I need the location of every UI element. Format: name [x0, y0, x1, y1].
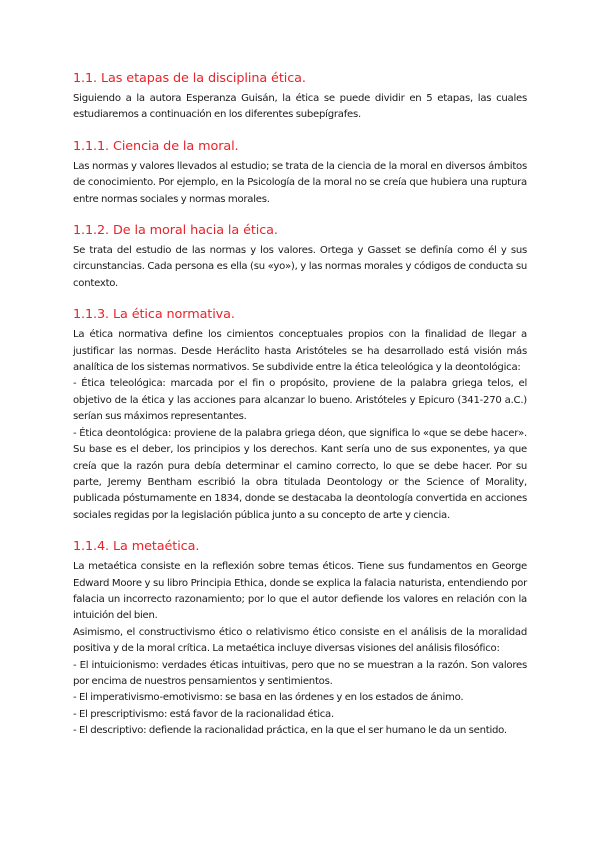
list-item-teleologica: - Ética teleológica: marcada por el fin o propósito, proviene de la palabra griega telos, el objetivo de la ética y las acciones para alcanzar lo bueno. Aristóteles y Epicuro (341-270 a.C.) serían sus máximos representantes.: [73, 378, 527, 423]
section-heading: 1.1. Las etapas de la disciplina ética.: [73, 71, 306, 86]
section-paragraph: Asimismo, el constructivismo ético o relativismo ético consiste en el análisis de la moralidad positiva y de la moral crítica. La metaética incluye diversas visiones del análisis filosófico:: [73, 626, 527, 655]
section-paragraph: Siguiendo a la autora Esperanza Guisán, la ética se puede dividir en 5 etapas, las cuales estudiaremos a continuación en los diferentes subepígrafes.: [73, 93, 527, 121]
section-paragraph: Las normas y valores llevados al estudio; se trata de la ciencia de la moral en diversos ámbitos de conocimiento. Por ejemplo, en la Psicología de la moral no se creía que hubiera una ruptura entre normas sociales y normas morales.: [73, 160, 527, 205]
section-paragraph: La metaética consiste en la reflexión sobre temas éticos. Tiene sus fundamentos en George Edward Moore y su libro Principia Ethica, donde se explica la falacia naturista, entendiendo por falacia un incorrecto razonamiento; por lo que el autor defiende los valores en relación con la intuición del bien.: [73, 561, 527, 622]
list-item-deontologica: - Ética deontológica: proviene de la palabra griega déon, que significa lo «que se debe hacer». Su base es el deber, los principios y los derechos. Kant sería uno de sus exponentes, ya que creía que la razón pura debía determinar el camino correcto, lo que se debe hacer. Por su parte, Jeremy Bentham escribió la obra titulada Deontology or the Science of Morality, publicada póstumamente en 1834, donde se destacaba la deontología convertida en acciones sociales regidas por la legislación pública junto a su concepto de arte y ciencia.: [73, 427, 527, 521]
section-metaetica: [73, 538, 527, 739]
section-heading: 1.1.4. La metaética.: [73, 539, 200, 555]
list-item-prescriptivismo: - El prescriptivismo: está favor de la racionalidad ética.: [73, 708, 334, 720]
section-paragraph: La ética normativa define los cimientos conceptuales propios con la finalidad de llegar a justificar las normas. Desde Heráclito hasta Aristóteles se ha desarrollado está visión más analítica de los sistemas normativos. Se subdivide entre la ética teleológica y la deontológica:: [73, 329, 527, 374]
section-heading: 1.1.3. La ética normativa.: [73, 307, 235, 323]
section-etapas: [73, 70, 527, 124]
list-item-intuicionismo: - El intuicionismo: verdades éticas intuitivas, pero que no se muestran a la razón. Son valores por encima de nuestros pensamientos y sentimientos.: [73, 659, 527, 687]
list-item-imperativismo: - El imperativismo-emotivismo: se basa en las órdenes y en los estados de ánimo.: [73, 692, 464, 704]
list-item-descriptivo: - El descriptivo: defiende la racionalidad práctica, en la que el ser humano le da un sentido.: [73, 725, 507, 737]
section-moral-etica: [73, 222, 527, 292]
section-etica-normativa: [73, 306, 527, 524]
section-heading: 1.1.2. De la moral hacia la ética.: [73, 223, 278, 239]
section-heading: 1.1.1. Ciencia de la moral.: [73, 138, 239, 154]
section-paragraph: Se trata del estudio de las normas y los valores. Ortega y Gasset se definía como él y sus circunstancias. Cada persona es ella (su «yo»), y las normas morales y códigos de conducta su contexto.: [73, 245, 527, 289]
section-ciencia-moral: [73, 138, 527, 208]
